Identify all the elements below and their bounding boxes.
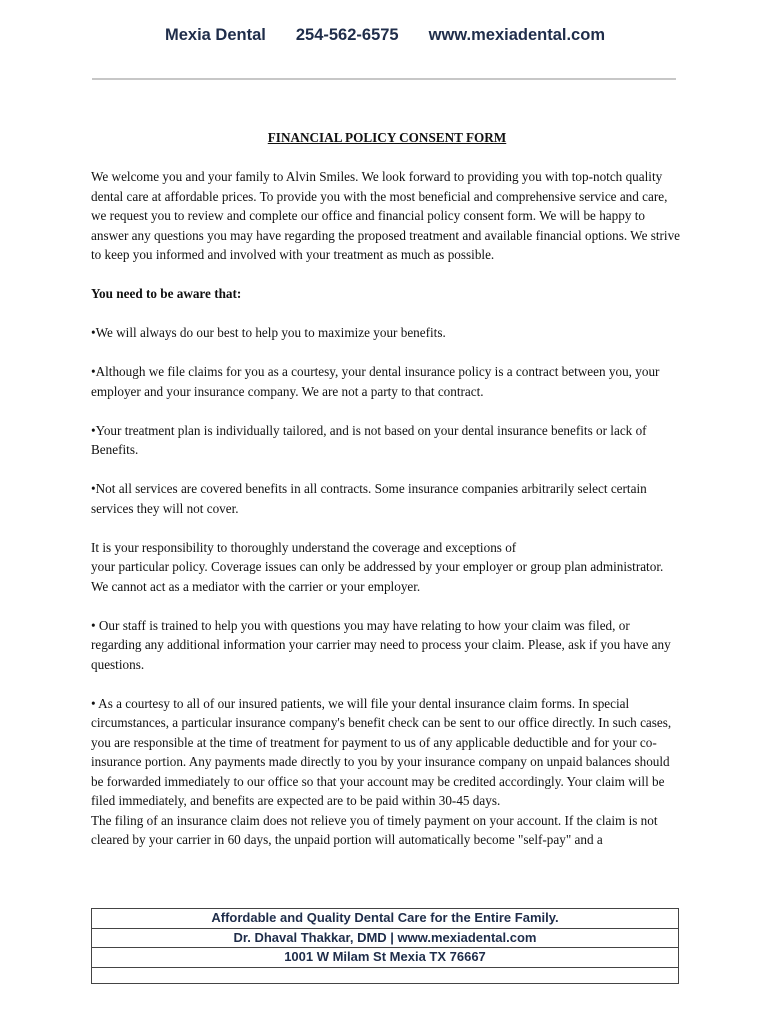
footer-address: 1001 W Milam St Mexia TX 76667 (92, 948, 678, 968)
responsibility-line-2: your particular policy. Coverage issues can only be addressed by your employer or group plan administrator. We cannot act as a mediator with the carrier or your employer. (91, 559, 664, 594)
footer-empty-row (92, 968, 678, 986)
policy-point-3: •Your treatment plan is individually tailored, and is not based on your dental insurance benefits or lack of Benefits. (91, 422, 647, 457)
aware-heading: You need to be aware that: (91, 286, 242, 301)
policy-point-2: •Although we file claims for you as a courtesy, your dental insurance policy is a contract between you, your employer and your insurance company. We are not a party to that contract. (91, 364, 660, 399)
responsibility-paragraph (91, 538, 683, 597)
policy-point-6: • As a courtesy to all of our insured patients, we will file your dental insurance claim forms. In special circumstances, a particular insurance company's benefit check can be sent to our office directly. In such cases, you are responsible at the time of treatment for payment to us of any applicable deductible and for your co-insurance portion. Any payments made directly to you by your insurance company on unpaid balances should be forwarded immediately to our office so that your account may be credited accordingly. Your claim will be filed immediately, and benefits are expected are to be paid within 30-45 days. (91, 695, 672, 808)
practice-name: Mexia Dental (164, 26, 266, 44)
policy-point-4: •Not all services are covered benefits in all contracts. Some insurance companies arbitrarily select certain services they will not cover. (91, 481, 647, 516)
document-title: FINANCIAL POLICY CONSENT FORM (267, 130, 507, 145)
letterhead (0, 26, 770, 45)
footer-tagline: Affordable and Quality Dental Care for the Entire Family. (211, 910, 559, 925)
intro-paragraph: We welcome you and your family to Alvin Smiles. We look forward to providing you with top-notch quality dental care at affordable prices. To provide you with the most beneficial and comprehensive service and care, we request you to review and complete our office and financial policy consent form. We will be happy to answer any questions you may have regarding the proposed treatment and available financial options. We strive to keep you informed and involved with your treatment as much as possible. (91, 169, 681, 262)
practice-website: www.mexiadental.com (428, 26, 605, 44)
practice-phone: 254-562-6575 (295, 26, 399, 44)
header-divider (92, 78, 676, 80)
filing-note: The filing of an insurance claim does not relieve you of timely payment on your account. If the claim is not cleared by your carrier in 60 days, the unpaid portion will automatically become "self-pay" and a (91, 812, 658, 847)
document-body (91, 128, 683, 869)
policy-point-1: •We will always do our best to help you to maximize your benefits. (91, 325, 446, 340)
responsibility-line-1: It is your responsibility to thoroughly understand the coverage and exceptions of (91, 539, 517, 555)
footer-doctor-line: Dr. Dhaval Thakkar, DMD | www.mexiadental.com (92, 928, 678, 949)
footer-box (91, 908, 679, 984)
policy-point-5: • Our staff is trained to help you with questions you may have relating to how your claim was filed, or regarding any additional information your carrier may need to process your claim. Please, ask if you have any questions. (91, 617, 671, 672)
